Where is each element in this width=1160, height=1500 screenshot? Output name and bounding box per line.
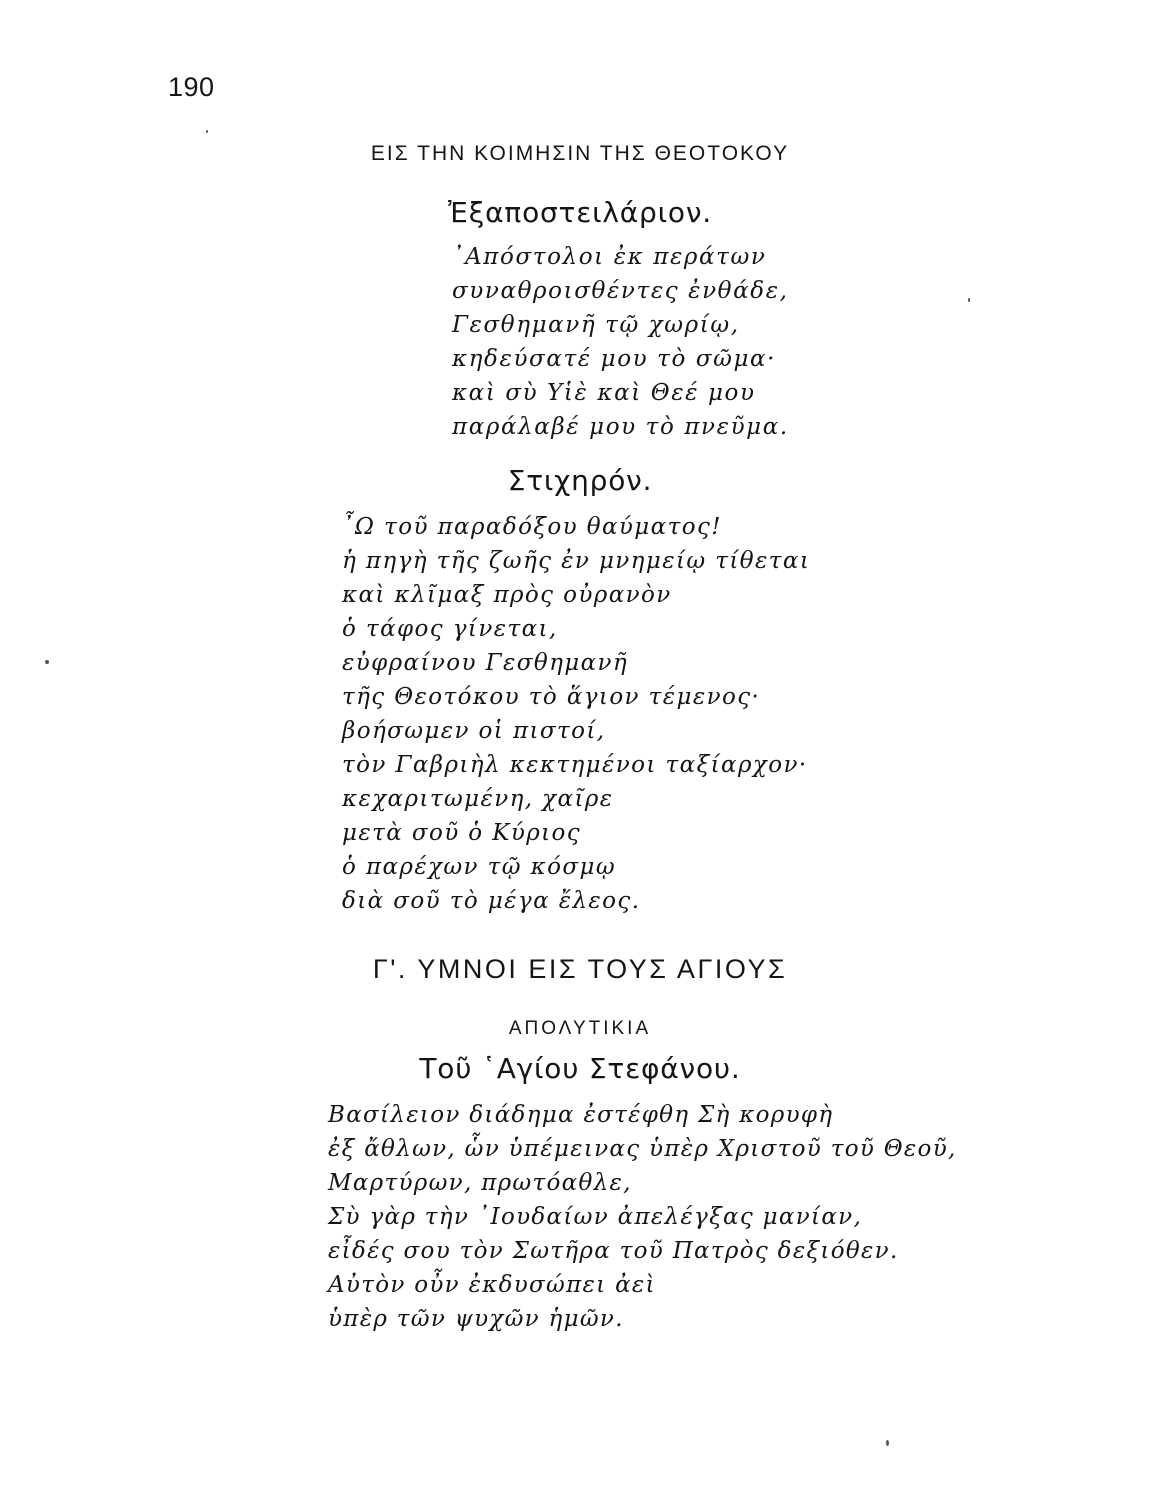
verse-line: διὰ σοῦ τὸ μέγα ἔλεος.	[342, 888, 641, 914]
exapostilarion-title: Ἐξαποστειλάριον.	[448, 196, 712, 229]
scan-speck	[968, 298, 970, 302]
verse-line: παράλαβέ μου τὸ πνεῦμα.	[452, 414, 789, 440]
verse-line: μετὰ σοῦ ὁ Κύριος	[342, 820, 582, 846]
apolytikia-heading: ΑΠΟΛΥΤΙΚΙΑ	[508, 1018, 652, 1039]
verse-line: Αὐτὸν οὖν ἐκδυσώπει ἀεὶ	[328, 1272, 656, 1298]
stefanos-verses	[328, 1098, 957, 1336]
sticheron-title: Στιχηρόν.	[507, 464, 653, 497]
verse-line: ῏Ω τοῦ παραδόξου θαύματος!	[342, 514, 722, 540]
verse-line: βοήσωμεν οἱ πιστοί,	[342, 718, 606, 744]
verse-line: καὶ σὺ Υἱὲ καὶ Θεέ μου	[452, 380, 756, 406]
verse-line: ἡ πηγὴ τῆς ζωῆς ἐν μνημείῳ τίθεται	[342, 548, 811, 574]
verse-line: ὁ τάφος γίνεται,	[342, 616, 558, 642]
verse-line: τὸν Γαβριὴλ κεκτημένοι ταξίαρχον·	[342, 752, 808, 778]
page-number: 190	[168, 72, 215, 102]
verse-line: καὶ κλῖμαξ πρὸς οὐρανὸν	[342, 582, 672, 608]
koimisis-heading: ΕΙΣ ΤΗΝ ΚΟΙΜΗΣΙΝ ΤΗΣ ΘΕΟΤΟΚΟΥ	[370, 142, 790, 165]
verse-line: Βασίλειον διάδημα ἐστέφθη Σὴ κορυφὴ	[328, 1102, 834, 1128]
verse-line: ᾿Απόστολοι ἐκ περάτων	[452, 244, 767, 270]
verse-line: εὐφραίνου Γεσθημανῆ	[342, 650, 629, 676]
verse-line: κηδεύσατέ μου τὸ σῶμα·	[452, 346, 777, 372]
sticheron-verses	[342, 510, 810, 918]
verse-line: Γεσθημανῆ τῷ χωρίῳ,	[452, 312, 740, 338]
verse-line: ὑπὲρ τῶν ψυχῶν ἡμῶν.	[328, 1306, 624, 1332]
verse-line: Σὺ γὰρ τὴν ᾿Ιουδαίων ἀπελέγξας μανίαν,	[328, 1204, 863, 1230]
verse-line: εἶδές σου τὸν Σωτῆρα τοῦ Πατρὸς δεξιόθεν.	[328, 1238, 899, 1264]
verse-line: ὁ παρέχων τῷ κόσμῳ	[342, 854, 616, 880]
verse-line: Μαρτύρων, πρωτόαθλε,	[328, 1170, 632, 1196]
verse-line: κεχαριτωμένη, χαῖρε	[342, 786, 614, 812]
exapostilarion-verses	[452, 240, 789, 444]
scan-speck	[206, 130, 208, 133]
hymnoi-heading: Γ'. ΥΜΝΟΙ ΕΙΣ ΤΟΥΣ ΑΓΙΟΥΣ	[372, 954, 788, 984]
stefanos-title: Τοῦ ῾Αγίου Στεφάνου.	[419, 1052, 741, 1085]
scan-speck	[886, 1440, 889, 1446]
verse-line: ἐξ ἄθλων, ὧν ὑπέμεινας ὑπὲρ Χριστοῦ τοῦ Θεοῦ,	[328, 1136, 957, 1162]
scan-speck	[45, 660, 49, 664]
verse-line: συναθροισθέντες ἐνθάδε,	[452, 278, 789, 304]
verse-line: τῆς Θεοτόκου τὸ ἅγιον τέμενος·	[342, 684, 761, 710]
